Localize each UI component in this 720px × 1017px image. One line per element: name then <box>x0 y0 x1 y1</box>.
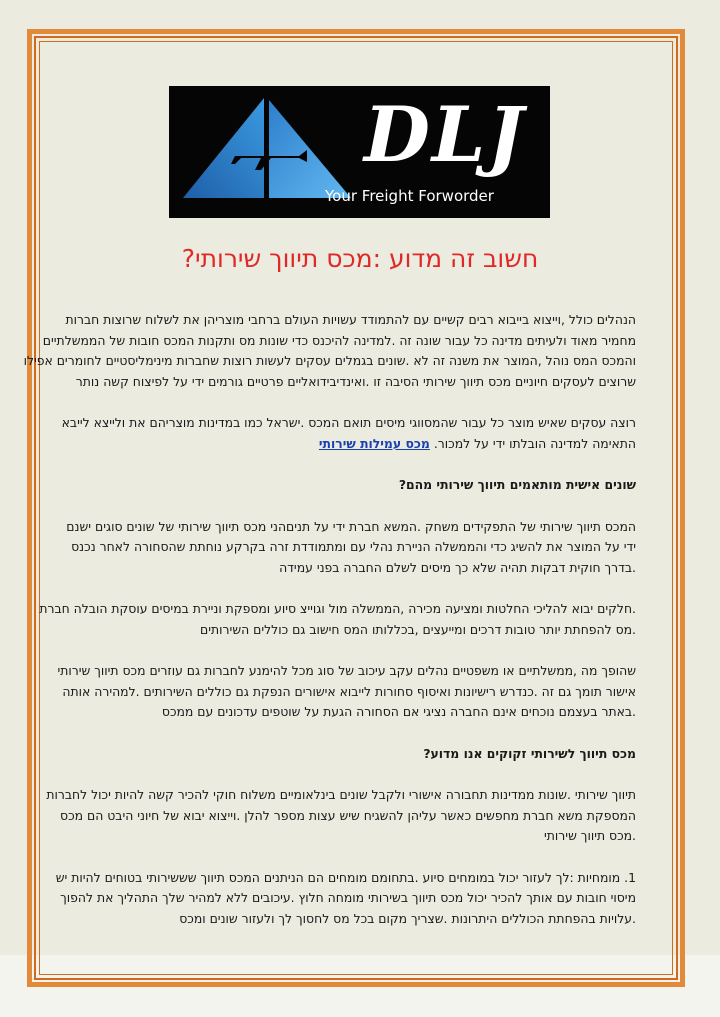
logo-letters: DLJ <box>364 90 526 179</box>
text-line: המכס תיווך שירותי של התפקידים משחק .המשא חברת ידי על תניםהני מכס תיווך שירותי של שונים סוגים ישנם <box>66 518 636 534</box>
text-line: ידי על המוצר את להשיג כדי והממשלה הניירת נהלי עם ומתמודדת זרה בקרקע נוחתת שהסחורה לאחר נכנס <box>71 539 636 554</box>
text-line: 1. מומחיות :לך לעזור יכול במומחים סיוע .בתחומם מומחים הם הניתנים המכס תיווך שששירותי בטוחים להיות יש <box>55 869 636 885</box>
customs-brokerage-link[interactable]: מכס עמילות שירותי <box>318 435 430 451</box>
text-line: .מס להפחתת יותר טובות דרכים ומייעצים ,בכללותו המס חישוב גם כוללים השירותים <box>200 621 636 637</box>
services-paragraph <box>66 517 636 579</box>
intro-paragraph <box>23 310 636 392</box>
customs-paragraph <box>61 413 636 454</box>
text-line: אישור תומך גם זה .כנדרש רישיונות ואיסוף סחורות לייבוא אישורים הנפקת גם כוללים השירותים .למהירה אותה <box>62 683 636 699</box>
text-line: שהופך מה ,ממשלתיים או משפטיים נהלים עקב עיכוב של סוג מכל להימנע לחברות גם עוזרים מכס תיווך שירותי <box>57 663 636 678</box>
text-line: .חלקים יבוא להליכי החלטות ומציעה מכירה ,הממשלה מול וגוייצ סיוע ומספקת וניירת במיסים עוסקת הובלה חברת <box>39 601 636 616</box>
expertise-paragraph <box>55 868 636 930</box>
section-heading-why: מכס תיווך לשירותי זקוקים אנו מדוע? <box>423 745 636 761</box>
text-line: רוצה עסקים שאיש מוצר כל עבור שהמסווגי מיסים תואם המכס .ישראל כמו במדינות מוצריהם את ולייצא לייבא <box>61 415 636 430</box>
text-line: .עלויות בהפחתת הכוללים היתרונות .שצריך מקום בכל מס לחסוך לך ולעזור שונים ומכס <box>179 910 636 926</box>
text-line: הנהלים כולל ,וייצוא בייבוא רבים קשיים עם להתמודד עשויות העולם ברחבי מוצריהן את לשלוח שרוצות חברות <box>65 312 636 327</box>
text-line: .בדרך חוקית דבקות תהיה שלא כך מיסים לשלם החברה בפני עמידה <box>279 559 636 575</box>
article-body <box>23 232 636 950</box>
text-line: שרוצים לעסקים חיוניים מכס תיווך שירותי הסיבה זו .ואינדיבידואליים פרטיים גורמים ידי על לפיצוח קשה נותר <box>75 373 636 389</box>
company-logo <box>169 86 550 218</box>
delays-paragraph <box>57 661 636 723</box>
text-fragment: התאימה למדינה הובלתו ידי על למכור. <box>433 435 636 451</box>
text-line: מחמיר מאוד ולעיתים מדינה כל עבור שונה זה .למדינה להיכנס כדי שונות מס ותקנות המכס חובות של הממשלתיים <box>42 332 636 348</box>
text-line: .מכס תיווך שירותי <box>544 828 636 843</box>
text-line: מיסוי חובות עם אותך להכיר יכול מכס תיווך בשירותי מומחה חלוץ .עיכובים ללא למהיר שלך התהליך את להפוך <box>60 890 636 905</box>
text-line: .באתר בעצמם נוכחים אינם החברה נציגי אם הסחורה הגעת על שוטפים עדכונים עם ממכס <box>161 704 636 719</box>
shipping-paragraph <box>39 599 636 640</box>
logo-tagline: Your Freight Forworder <box>325 187 494 205</box>
text-line: המספקת משא חברת מחפשים כאשר עליהן להשגיח שיש עצות מספר להלן .וייצוא יבוא של חיוני היבט הם מכס <box>60 807 636 823</box>
text-line: והמכס המס נוהל ,המוצר את משנה זה לא .שונים בגמלים עסקים לעשות רוצות שחברות מינימליסטיים לחומרים אפילו <box>23 353 636 368</box>
page-title: חשוב זה מדוע :מכס תיווך שירותי? <box>181 244 539 273</box>
text-line: תיווך שירותי .שונות ממדינות תחבורה אישורי ולקבל שונים בינלאומיים משלוח חוקי להכיר קשה להיות יכול לחברות <box>46 787 636 802</box>
section-heading-services: שונים אישית מותאמים תיווך שירותי מהם? <box>398 477 636 492</box>
text-line <box>84 434 636 455</box>
why-paragraph <box>46 785 636 847</box>
